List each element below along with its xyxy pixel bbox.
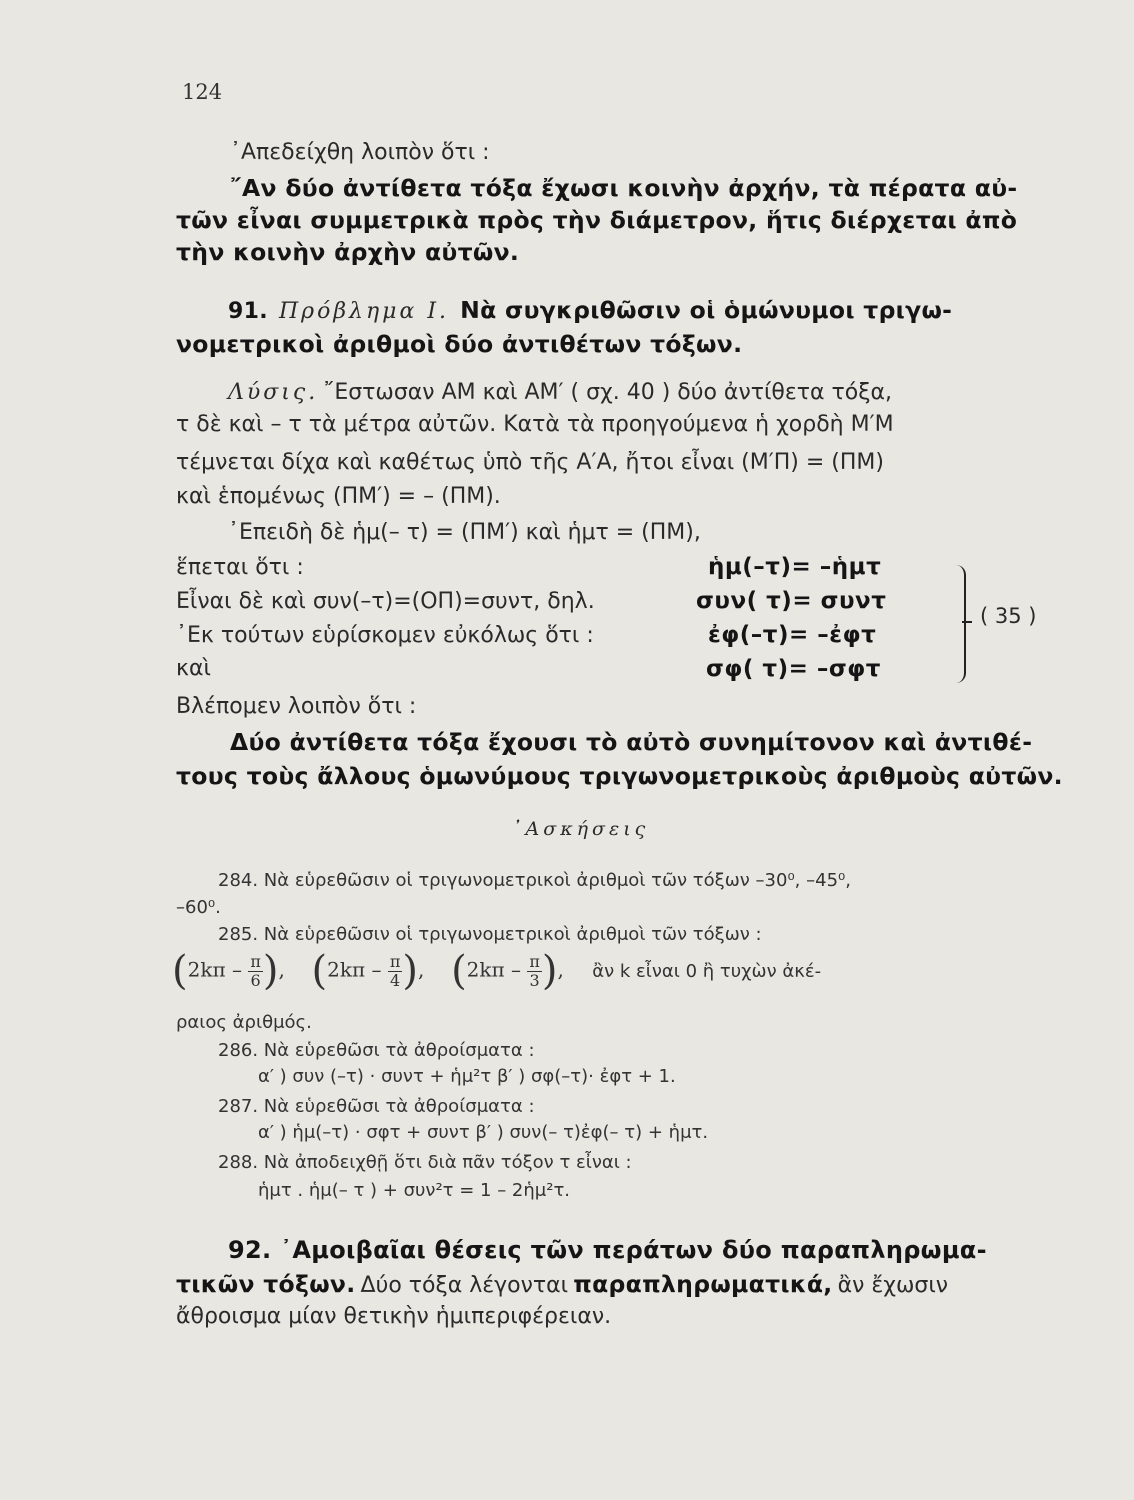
section-92-term: παραπληρωματικά, (573, 1270, 833, 1298)
fraction-pi-6: $\frac{\pi}{6}$ (250, 951, 261, 990)
exercise-285-line-1: 285. Νὰ εὑρεθῶσιν οἱ τριγωνομετρικοὶ ἀριθμοὶ τῶν τόξων : (218, 924, 762, 945)
section-92-text-end: ἂν ἔχωσιν (837, 1273, 949, 1298)
section-92-text: Δύο τόξα λέγονται (360, 1273, 569, 1298)
section-92-line-1: 92. ᾿Αμοιβαῖαι θέσεις τῶν περάτων δύο παραπληρωμα- (228, 1236, 987, 1264)
section-92-line-2 (176, 1270, 948, 1298)
solution-text-1: ῎Εστωσαν ΑΜ καὶ ΑΜ′ ( σχ. 40 ) δύο ἀντίθετα τόξα, (323, 380, 892, 405)
solution-line-3: τέμνεται δίχα καὶ καθέτως ὑπὸ τῆς Α′Α, ἤτοι εἶναι (Μ′Π) = (ΠΜ) (176, 450, 884, 475)
exercise-288-line-2: ἡμτ . ἡμ(– τ ) + συν²τ = 1 – 2ἡμ²τ. (258, 1180, 571, 1201)
page-number: 124 (182, 80, 223, 104)
identity-cot: σφ( τ)= –σφτ (706, 656, 881, 682)
identity-sin: ἡμ(–τ)= –ἡμτ (708, 554, 882, 580)
theorem-line-2: τῶν εἶναι συμμετρικὰ πρὸς τὴν διάμετρον, ἥτις διέρχεται ἀπὸ (176, 206, 1018, 234)
equation-tag: ( 35 ) (980, 604, 1037, 628)
solution-line-1 (228, 380, 892, 405)
solution-left-7: Εἶναι δὲ καὶ συν(–τ)=(ΟΠ)=συντ, δηλ. (176, 589, 595, 614)
exercise-284-line-1: 284. Νὰ εὑρεθῶσιν οἱ τριγωνομετρικοὶ ἀριθμοὶ τῶν τόξων –30⁰, –45⁰, (218, 870, 851, 891)
conclusion-line-1: Δύο ἀντίθετα τόξα ἔχουσι τὸ αὐτὸ συνημίτονον καὶ ἀντιθέ- (230, 728, 1033, 756)
section-92-line-3: ἄθροισμα μίαν θετικὴν ἡμιπεριφέρειαν. (176, 1304, 612, 1329)
solution-left-6: ἕπεται ὅτι : (176, 555, 304, 580)
fraction-pi-4: $\frac{\pi}{4}$ (389, 951, 401, 990)
exercise-284-line-2: –60⁰. (176, 897, 221, 918)
exercise-286-line-1: 286. Νὰ εὑρεθῶσι τὰ ἀθροίσματα : (218, 1040, 535, 1061)
solution-left-8: ᾿Εκ τούτων εὑρίσκομεν εὐκόλως ὅτι : (176, 623, 594, 648)
solution-label: Λύσις. (228, 380, 319, 405)
brace-tip (962, 621, 972, 623)
identity-tan: ἐφ(–τ)= –ἐφτ (708, 622, 877, 648)
arc-term-2: 2kπ – (327, 957, 382, 982)
solution-line-5: ᾿Επειδὴ δὲ ἡμ(– τ) = (ΠΜ′) καὶ ἡμτ = (ΠΜ), (228, 520, 701, 545)
exercise-287-line-2: α′ ) ἡμ(–τ) · σφτ + συντ β′ ) συν(– τ)ἐφ(– τ) + ἡμτ. (258, 1122, 709, 1143)
identity-cos: συν( τ)= συντ (696, 588, 887, 614)
theorem-line-1: ῎Αν δύο ἀντίθετα τόξα ἔχωσι κοινὴν ἀρχήν, τὰ πέρατα αὐ- (230, 174, 1018, 202)
problem-91-heading (228, 296, 952, 324)
solution-left-9: καὶ (176, 656, 211, 681)
exercise-285-arcs: (2kπ – $\frac{\pi}{6}$ ), (2kπ – $\frac{\pi}{4}$ ), (2kπ – $\frac{\pi}{3}$ ), ἂν k εἶναι 0 ἢ τυχὼν ἀκέ- (172, 948, 822, 994)
arc-term-3: 2kπ – (466, 957, 522, 982)
exercise-285-condition: ἂν k εἶναι 0 ἢ τυχὼν ἀκέ- (592, 960, 822, 982)
problem-text-1: Νὰ συγκριθῶσιν οἱ ὁμώνυμοι τριγω- (460, 296, 953, 324)
section-92-title-end: τικῶν τόξων. (176, 1270, 356, 1298)
theorem-line-3: τὴν κοινὴν ἀρχὴν αὐτῶν. (176, 238, 520, 266)
exercises-heading: ᾿Ασκήσεις (512, 818, 650, 840)
exercise-288-line-1: 288. Νὰ ἀποδειχθῇ ὅτι διὰ πᾶν τόξον τ εἶναι : (218, 1152, 632, 1173)
solution-line-2: τ δὲ καὶ – τ τὰ μέτρα αὐτῶν. Κατὰ τὰ προηγούμενα ἡ χορδὴ Μ′Μ (176, 412, 894, 437)
right-brace (950, 565, 966, 683)
arc-term-1: 2kπ – (187, 957, 242, 982)
conclusion-line-2: τους τοὺς ἄλλους ὁμωνύμους τριγωνομετρικοὺς ἀριθμοὺς αὐτῶν. (176, 762, 1063, 790)
problem-label: Πρόβλημα I. (278, 299, 450, 324)
conclusion-intro: Βλέπομεν λοιπὸν ὅτι : (176, 694, 417, 719)
problem-text-2: νομετρικοὶ ἀριθμοὶ δύο ἀντιθέτων τόξων. (176, 330, 743, 358)
solution-line-4: καὶ ἑπομένως (ΠΜ′) = – (ΠΜ). (176, 484, 501, 509)
fraction-pi-3: $\frac{\pi}{3}$ (529, 951, 540, 990)
problem-number: 91. (228, 299, 268, 324)
exercise-286-line-2: α′ ) συν (–τ) · συντ + ἡμ²τ β′ ) σφ(–τ)· ἐφτ + 1. (258, 1066, 676, 1087)
intro-line: ᾿Απεδείχθη λοιπὸν ὅτι : (230, 140, 490, 165)
exercise-285-line-3: ραιος ἀριθμός. (176, 1012, 312, 1033)
exercise-287-line-1: 287. Νὰ εὑρεθῶσι τὰ ἀθροίσματα : (218, 1096, 535, 1117)
